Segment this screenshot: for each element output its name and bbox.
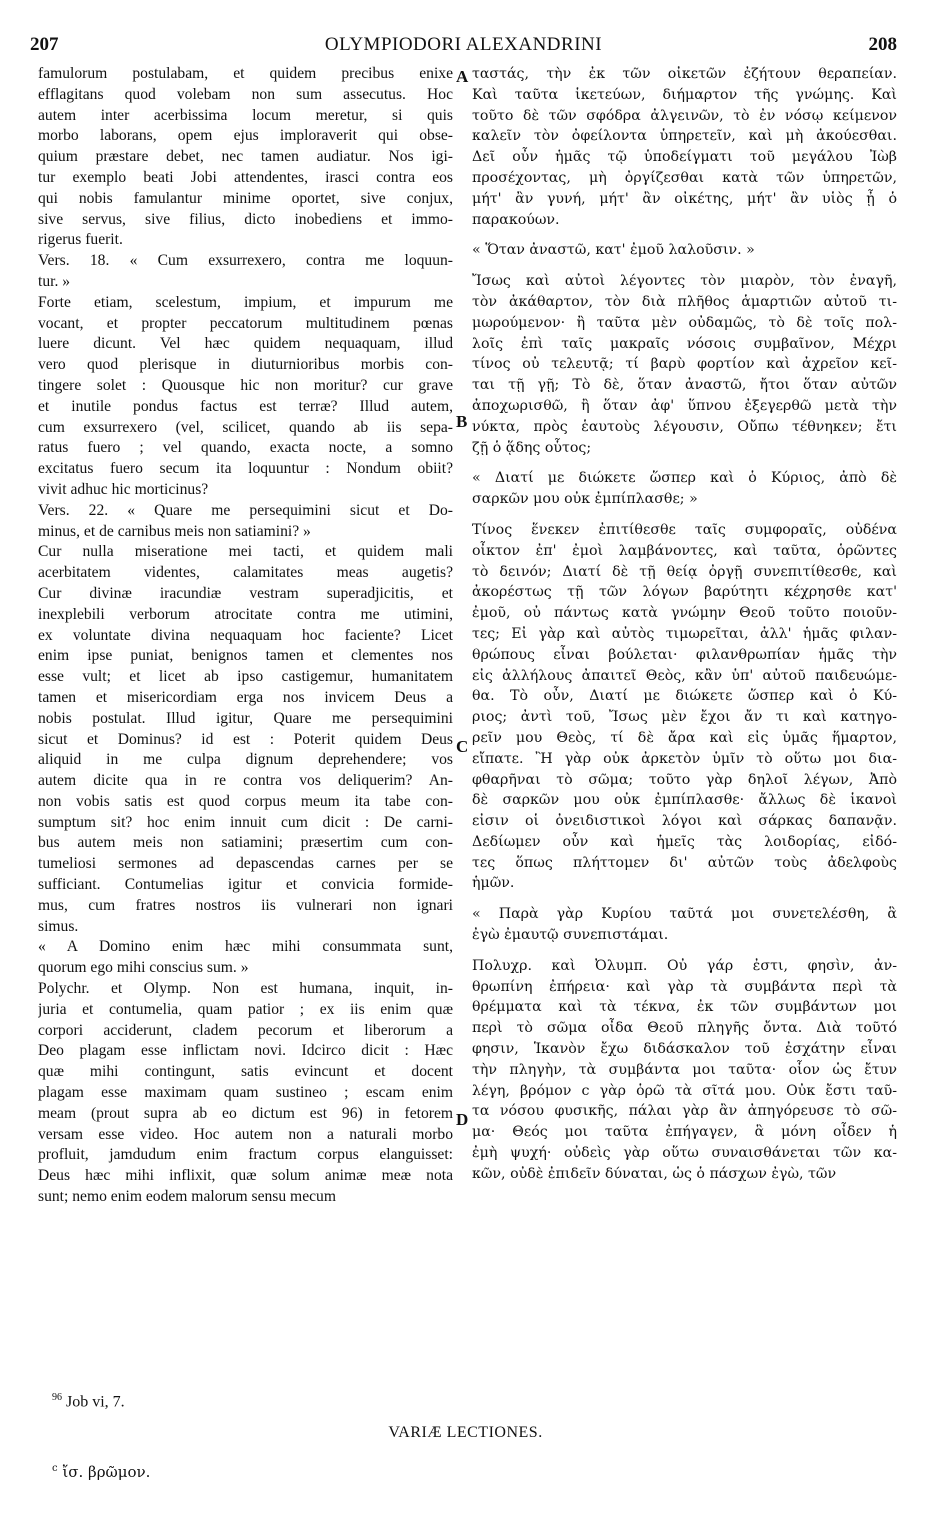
right-page-number: 208 — [868, 34, 897, 55]
greek-text-line: ριος; ἀντὶ τοῦ, Ἴσως μὲν ἔχοι ἄν τι καὶ κατηγο- — [472, 709, 897, 726]
latin-column — [38, 64, 453, 1208]
footnote-text: Job vi, 7. — [66, 1393, 125, 1411]
latin-text-line: plagam esse maximam quam sustineo ; escam enim — [38, 1084, 453, 1102]
latin-text-line: non vobis satis est quod corpus meum ita tabe con- — [38, 792, 453, 810]
footnote-mark: 96 — [52, 1392, 62, 1403]
greek-text-line: Δεδίωμεν οὖν καὶ ἡμεῖς τὰς λοιδορίας, εἰδό- — [472, 833, 897, 850]
greek-text-line: καλεῖν τὸν ὀφείλοντα ὑπηρετεῖν, καὶ μὴ ἀκούεσθαι. — [472, 128, 897, 145]
greek-text-line: τα νόσου φυσικῆς, πάλαι γὰρ ἂν ἀπηγόρευσε τὸ σῶ- — [472, 1103, 897, 1120]
latin-text-line: simus. — [38, 917, 79, 935]
paragraph-gap — [472, 510, 897, 520]
greek-text-line: μήτ' ἂν γυνή, μήτ' ἂν οἰκέτης, μήτ' ἂν υἱὸς ᾖ ὁ — [472, 190, 897, 207]
latin-text-line: autem inter acerbissima locum meretur, si quis — [38, 106, 453, 124]
greek-text-line: παρακούων. — [472, 211, 560, 228]
latin-text-line: rigerus fuerit. — [38, 231, 123, 249]
latin-text-line: sumptum sit? hoc enim innuit cum dicit : De carni- — [38, 813, 453, 831]
greek-text-line: ταστάς, τὴν ἐκ τῶν οἰκετῶν ἐζήτουν θεραπείαν. — [472, 66, 897, 82]
greek-text-line: εἴπατε. Ἢ γὰρ οὐκ ἀρκετὸν ὑμῖν τὸ οὕτω μοι δια- — [472, 750, 897, 767]
greek-text-line: εἰς ἀλλήλους ἀπαιτεῖ Θεὸς, κἂν ὑπ' αὐτοῦ παιδευώμε- — [472, 667, 897, 684]
margin-letter-a: A — [456, 67, 469, 86]
greek-text-line: θρέμματα καὶ τὰ τέκνα, ἐκ τῶν συμβάντων μοι — [472, 999, 897, 1016]
greek-text-line: μωρούμενον· ἢ ταῦτα μὲν οὐδαμῶς, τὸ δὲ τοῖς πολ- — [472, 314, 897, 331]
paragraph-gap — [472, 946, 897, 956]
latin-text-line: Deo plagam esse inflictam novi. Idcirco dicit : Hæc — [38, 1042, 453, 1060]
latin-text-line: versam esse video. Hoc autem non a naturali morbo — [38, 1125, 453, 1143]
latin-text-line: famulorum postulabam, et quidem precibus enixe — [38, 65, 453, 82]
latin-text-line: Forte etiam, scelestum, impium, et impurum me — [38, 293, 453, 311]
paragraph-gap — [472, 230, 897, 240]
latin-text-line: tur exemplo beati Jobi attendentes, irasci contra eos — [38, 168, 453, 186]
latin-text-line: Cur divinæ iracundiæ vestram superadjicitis, et — [38, 584, 453, 602]
greek-text-line: ἀποχωρισθῶ, ἢ ὅταν ἀφ' ὕπνου ἐξεγερθῶ μετὰ τὴν — [472, 397, 897, 414]
variae-note-text: ἴσ. βρῶμον. — [62, 1463, 151, 1481]
latin-text-line: profluit, jamdudum enim fractum corpus elanguisset: — [38, 1146, 453, 1164]
greek-text-line: τίνος οὐ τελευτᾷ; τί βαρὺ φορτίον καὶ ἀχρεῖον κεῖ- — [472, 356, 897, 373]
latin-text-line: et inutile pondus factus est terræ? Illud autem, — [38, 397, 453, 415]
latin-text-line: tumeliosi sermones ad depascendas carnes per se — [38, 855, 453, 873]
latin-text-line: Deus hæc mihi inflixit, quæ solum animæ meæ nota — [38, 1167, 453, 1185]
greek-text-line: θρωπίνη ἐπήρεια· καὶ γὰρ τὰ συμβάντα περὶ τὰ — [472, 978, 897, 995]
greek-text-line: τες; Εἰ γὰρ καὶ αὐτὸς τιμωρεῖται, ἀλλ' ἡμᾶς φιλαν- — [472, 625, 897, 642]
latin-text-line: ratus fuero ; vel quando, exacta nocte, a somno — [38, 439, 453, 457]
latin-text-line: juria et contumelia, quam patior ; ex iis enim quæ — [38, 1000, 453, 1018]
greek-text-line: « Ὅταν ἀναστῶ, κατ' ἐμοῦ λαλοῦσιν. » — [472, 242, 755, 259]
latin-text-line: sufficiant. Contumelias igitur et convicia formide- — [38, 876, 453, 894]
greek-text-line: ἀκορέστως τῇ τῶν λόγων βαρύτητι κέχρησθε κατ' — [472, 584, 897, 601]
paragraph-gap — [472, 458, 897, 468]
greek-text-line: δὲ σαρκῶν μου οὐκ ἐμπίπλασθε· ἄλλως δὲ ἱκανοὶ — [472, 792, 897, 809]
latin-text-line: enim ipse puniat, benignos tamen et clementes nos — [38, 647, 453, 665]
latin-text-line: quorum ego mihi conscius sum. » — [38, 959, 249, 977]
latin-text-line: tamen et misericordiam erga nos invicem Deus a — [38, 688, 453, 706]
greek-text-line: Πολυχρ. καὶ Ὀλυμπ. Οὐ γάρ ἐστι, φησὶν, ἀν- — [472, 957, 897, 974]
greek-text-line: Τίνος ἕνεκεν ἐπιτίθεσθε ταῖς συμφοραῖς, οὐδένα — [472, 521, 897, 538]
greek-text-line: θα. Τὸ οὖν, Διατί με διώκετε ὥσπερ καὶ ὁ Κύ- — [472, 688, 897, 705]
greek-text-line: « Παρὰ γὰρ Κυρίου ταῦτά μοι συνετελέσθη, ἃ — [472, 906, 897, 923]
latin-text-line: acerbitatem videntes, calamitates meas augetis? — [38, 564, 453, 582]
latin-text-line: corpori acciderunt, cladem pecorum et liberorum a — [38, 1021, 453, 1039]
footnote — [52, 1392, 125, 1411]
latin-text-line: « A Domino enim hæc mihi consummata sunt, — [38, 938, 453, 956]
greek-text-line: τοῦτο δὲ τῶν σφόδρα ἀλγεινῶν, τὸ ἐν νόσῳ κείμενον — [472, 107, 897, 124]
greek-text-line: περὶ τὸ σῶμα οἶδα Θεοῦ πληγῆς ὄντα. Διὰ τοῦτό — [472, 1020, 897, 1037]
margin-letter-d: D — [456, 1110, 469, 1129]
latin-text-line: vero quod plerisque in diuturnioribus morbis con- — [38, 356, 453, 374]
variae-lectiones-heading: VARIÆ LECTIONES. — [388, 1424, 543, 1441]
greek-text-line: Καὶ ταῦτα ἱκετεύων, διήμαρτον τῆς γνώμης. Καὶ — [472, 86, 897, 103]
latin-text-line: esse vult; et licet ab ipso castigemur, humanitatem — [38, 668, 453, 686]
greek-text-line: σαρκῶν μου οὐκ ἐμπίπλασθε; » — [472, 491, 698, 508]
greek-text-line: ἐγὼ ἐμαυτῷ συνεπιστάμαι. — [472, 927, 669, 944]
variae-note-mark: c — [52, 1463, 58, 1474]
latin-text-line: tingere solet : Quousque hic non moritur? cur grave — [38, 376, 453, 394]
greek-text-line: τὸ δεινόν; Διατί δὲ τῇ θείᾳ ὀργῇ συνεπιτίθεσθε, καὶ — [472, 563, 897, 580]
greek-text-line: οἶκτον ἐπ' ἐμοὶ λαμβάνοντες, καὶ ταῦτα, ὁρῶντες — [472, 542, 897, 559]
greek-text-line: εἰσιν οἱ ὀνειδιστικοὶ λόγοι καὶ σάρκας δαπανᾷν. — [472, 813, 897, 830]
greek-column — [472, 64, 897, 1185]
margin-letter-c: C — [456, 737, 469, 756]
greek-text-line: ζῇ ὁ ᾅδης οὗτος; — [472, 439, 592, 456]
latin-text-line: sicut et Dominus? id est : Poterit quidem Deus — [38, 730, 453, 748]
latin-text-line: mus, cum fratres nostros iis vulnerari non ignari — [38, 896, 453, 914]
greek-text-line: λέγη, βρόμον c γὰρ ὁρῶ τὰ σῖτά μου. Οὐκ ἔστι ταῦ- — [472, 1082, 897, 1099]
greek-text-line: ται τῇ γῇ; Τὸ δὲ, ὅταν ἀναστῶ, ἤτοι ὅταν αὐτῶν — [472, 377, 897, 394]
left-page-number: 207 — [30, 34, 59, 55]
latin-text-line: quæ mihi contingunt, satis evincunt et docent — [38, 1063, 453, 1081]
margin-letter-b: B — [456, 412, 468, 431]
latin-text-line: Vers. 22. « Quare me persequimini sicut et Do- — [38, 501, 453, 519]
latin-text-line: qui nobis famulantur minime oportet, sive conjux, — [38, 189, 453, 207]
latin-text-line: luere dicunt. Vel hæc quidem nequaquam, illud — [38, 335, 453, 353]
greek-text-line: ρεῖν μου Θεὸς, τί δὲ ἄρα καὶ εἰς ὑμᾶς ἥμαρτον, — [472, 729, 897, 746]
page-header — [30, 34, 897, 62]
latin-text-line: morbo laborans, opem ejus imploraverit qui obse- — [38, 127, 453, 145]
greek-text-line: φθαρῆναι τὸ σῶμα; τοῦτο γὰρ δηλοῖ λέγων, Ἀπὸ — [472, 771, 897, 788]
latin-text-line: ex voluntate divina nequaquam hoc faciente? Licet — [38, 626, 453, 644]
latin-text-line: minus, et de carnibus meis non satiamini? » — [38, 522, 311, 540]
latin-text-line: efflagitans quod volebam non sum assecutus. Hoc — [38, 85, 453, 103]
latin-text-line: vivit adhuc hic morticinus? — [38, 480, 209, 498]
greek-text-line: τὸν ἀκάθαρτον, τὸν διὰ πλῆθος ἁμαρτιῶν αὐτοῦ τι- — [472, 293, 897, 310]
greek-text-line: φησιν, Ἱκανὸν ἔχω διδάσκαλον τοῦ ἐσχάτην εἶναι — [472, 1041, 897, 1058]
latin-text-line: cum exsurrexero (vel, scilicet, quando ab iis sepa- — [38, 418, 453, 436]
latin-text-line: Cur nulla miseratione mei tacti, et quidem mali — [38, 543, 453, 561]
latin-text-line: nobis postulat. Illud igitur, Quare me persequimini — [38, 709, 453, 727]
greek-text-line: θρώπους εἶναι βούλεται· φιλανθρωπίαν ἡμᾶς τὴν — [472, 646, 897, 663]
running-title: OLYMPIODORI ALEXANDRINI — [324, 34, 603, 55]
greek-text-line: τες ὅπως πλήττομεν δι' αὐτῶν τοὺς ἀδελφοὺς — [472, 854, 897, 871]
latin-text-line: bus autem meis non satiamini; præsertim cum con- — [38, 834, 453, 852]
greek-text-line: προσέχοντας, μὴ ὀργίζεσθαι κατὰ τῶν ὑπηρετῶν, — [472, 169, 897, 186]
latin-text-line: inexplebili verborum atrocitate contra me utimini, — [38, 605, 453, 623]
latin-text-line: quium præstare debet, nec tamen audiatur. Nos igi- — [38, 148, 453, 166]
greek-text-line: ἐμὴ ψυχή· οὐδεὶς γὰρ οὕτω συναισθάνεται τῶν κα- — [472, 1145, 897, 1162]
variae-note — [52, 1463, 150, 1481]
paragraph-gap — [472, 261, 897, 271]
latin-text-line: Polychr. et Olymp. Non est humana, inquit, in- — [38, 980, 453, 998]
latin-text-line: aliquid in me culpa dignum deprehendere; vos — [38, 751, 453, 769]
greek-text-line: ἡμῶν. — [472, 875, 515, 892]
greek-text-line: μα· Θεός μοι ταῦτα ἐπήγαγεν, ἃ μόνη οἶδεν ἡ — [472, 1124, 897, 1141]
latin-text-line: meam (prout supra ab eo dictum est 96) in fetorem — [38, 1104, 453, 1122]
latin-text-line: vocant, et propter peccatorum multitudinem pœnas — [38, 314, 453, 332]
latin-text-line: sunt; nemo enim eodem malorum sensu mecum — [38, 1188, 336, 1206]
greek-text-line: τὴν πληγὴν, τὰ συμβάντα μοι ταῦτα· οἷον ὡς ἔτυν — [472, 1061, 897, 1078]
greek-text-line: λοῖς ἐπὶ ταῖς μακραῖς νόσοις συμβαῖνον, Μέχρι — [472, 335, 897, 352]
greek-text-line: « Διατί με διώκετε ὥσπερ καὶ ὁ Κύριος, ἀπὸ δὲ — [472, 470, 897, 487]
latin-text-line: sive servus, sive filius, dicto inobediens et immo- — [38, 210, 453, 228]
greek-text-line: κῶν, οὐδὲ ἐπιδεῖν δύναται, ὡς ὁ πάσχων ἐγὼ, τῶν — [472, 1165, 837, 1182]
greek-text-line: νύκτα, πρὸς ἑαυτοὺς λέγουσιν, Οὔπω τέθνηκεν; ἔτι — [472, 418, 897, 435]
latin-text-line: autem dicite qua in re contra vos deliquerim? An- — [38, 772, 453, 790]
paragraph-gap — [472, 894, 897, 904]
greek-text-line: Ἴσως καὶ αὐτοὶ λέγοντες τὸν μιαρὸν, τὸν ἐναγῆ, — [472, 273, 897, 290]
latin-text-line: Vers. 18. « Cum exsurrexero, contra me loquun- — [38, 252, 453, 270]
greek-text-line: ἐμοῦ, οὐ πάντως κατὰ γνώμην Θεοῦ τοῦτο ποιοῦν- — [472, 605, 897, 622]
greek-text-line: Δεῖ οὖν ἡμᾶς τῷ ὑποδείγματι τοῦ μεγάλου Ἰὼβ — [472, 149, 897, 166]
latin-text-line: excitatus fuero secum ita loquuntur : Nondum obiit? — [38, 460, 453, 478]
latin-text-line: tur. » — [38, 272, 71, 290]
